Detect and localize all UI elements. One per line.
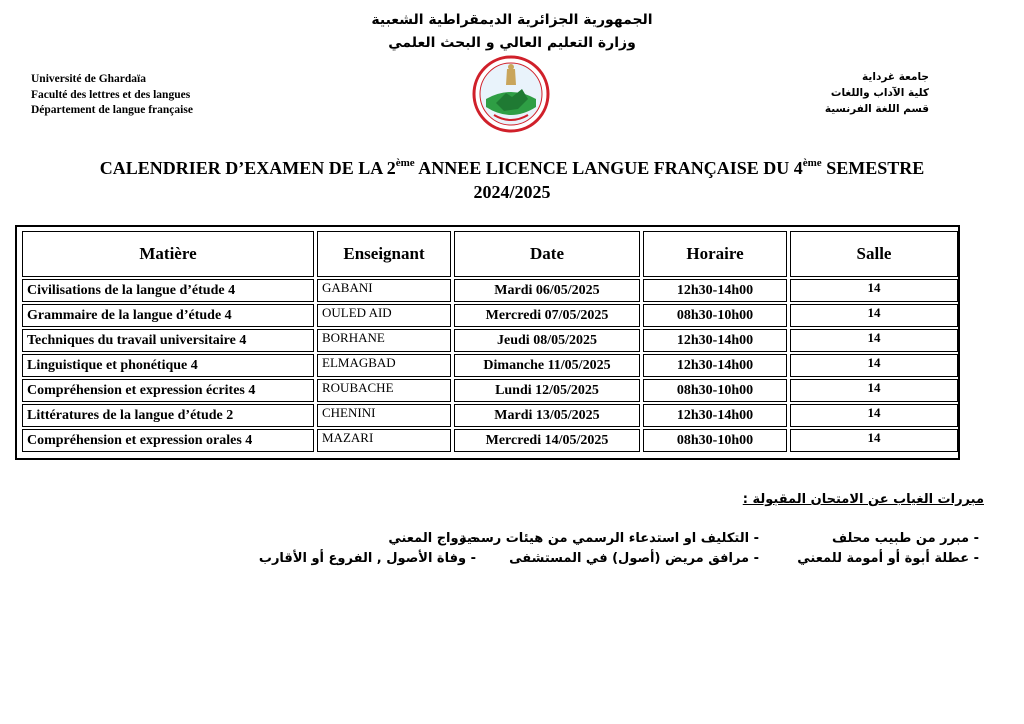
- cell-date: Lundi 12/05/2025: [454, 379, 640, 402]
- table-row: [22, 404, 958, 427]
- cell-matiere: Techniques du travail universitaire 4: [22, 329, 314, 352]
- department-name-ar: قسم اللغة الفرنسية: [824, 103, 929, 115]
- header-date: Date: [454, 231, 640, 277]
- header-matiere: Matière: [22, 231, 314, 277]
- table-row: [22, 279, 958, 302]
- cell-salle: 14: [790, 379, 958, 402]
- cell-enseignant: OULED AID: [317, 304, 451, 327]
- cell-date: Mercredi 07/05/2025: [454, 304, 640, 327]
- cell-salle: 14: [790, 279, 958, 302]
- cell-date: Jeudi 08/05/2025: [454, 329, 640, 352]
- cell-salle: 14: [790, 354, 958, 377]
- cell-enseignant: CHENINI: [317, 404, 451, 427]
- absence-justifications-title: مبررات الغياب عن الامتحان المقبولة :: [742, 492, 984, 507]
- justification-item: - وفاة الأصول , الفروع أو الأقارب: [258, 551, 476, 566]
- ministry-heading: وزارة التعليم العالي و البحث العلمي: [388, 35, 636, 51]
- department-name-fr: Département de langue française: [31, 104, 193, 116]
- table-row: [22, 329, 958, 352]
- cell-matiere: Grammaire de la langue d’étude 4: [22, 304, 314, 327]
- justification-item: - التكليف او استدعاء الرسمي من هيئات رسمية: [459, 531, 759, 546]
- cell-horaire: 12h30-14h00: [643, 354, 787, 377]
- table-row: [22, 304, 958, 327]
- faculty-name-fr: Faculté des lettres et des langues: [31, 89, 191, 101]
- cell-matiere: Linguistique et phonétique 4: [22, 354, 314, 377]
- cell-enseignant: MAZARI: [317, 429, 451, 452]
- university-name-fr: Université de Ghardaïa: [31, 73, 146, 85]
- table-row: [22, 379, 958, 402]
- cell-matiere: Littératures de la langue d’étude 2: [22, 404, 314, 427]
- justification-item: - مرافق مريض (أصول) في المستشفى: [509, 551, 759, 566]
- university-logo: [472, 55, 550, 133]
- justification-item: - عطلة أبوة أو أمومة للمعني: [797, 551, 979, 566]
- cell-salle: 14: [790, 304, 958, 327]
- cell-salle: 14: [790, 404, 958, 427]
- cell-horaire: 12h30-14h00: [643, 404, 787, 427]
- cell-horaire: 08h30-10h00: [643, 304, 787, 327]
- cell-salle: 14: [790, 329, 958, 352]
- table-row: [22, 429, 958, 452]
- cell-date: Mardi 06/05/2025: [454, 279, 640, 302]
- cell-enseignant: ELMAGBAD: [317, 354, 451, 377]
- cell-salle: 14: [790, 429, 958, 452]
- table-header-row: [22, 231, 958, 277]
- cell-date: Mercredi 14/05/2025: [454, 429, 640, 452]
- justification-item: - زواج المعني: [388, 531, 476, 546]
- cell-date: Mardi 13/05/2025: [454, 404, 640, 427]
- cell-horaire: 08h30-10h00: [643, 429, 787, 452]
- republic-heading: الجمهورية الجزائرية الديمقراطية الشعبية: [371, 12, 653, 28]
- cell-horaire: 08h30-10h00: [643, 379, 787, 402]
- header-enseignant: Enseignant: [317, 231, 451, 277]
- cell-matiere: Compréhension et expression écrites 4: [22, 379, 314, 402]
- cell-enseignant: GABANI: [317, 279, 451, 302]
- cell-enseignant: ROUBACHE: [317, 379, 451, 402]
- university-name-ar: جامعة غرداية: [862, 71, 929, 83]
- cell-date: Dimanche 11/05/2025: [454, 354, 640, 377]
- cell-horaire: 12h30-14h00: [643, 279, 787, 302]
- cell-horaire: 12h30-14h00: [643, 329, 787, 352]
- table-row: [22, 354, 958, 377]
- cell-matiere: Civilisations de la langue d’étude 4: [22, 279, 314, 302]
- cell-matiere: Compréhension et expression orales 4: [22, 429, 314, 452]
- cell-enseignant: BORHANE: [317, 329, 451, 352]
- exam-schedule-table: [15, 225, 960, 460]
- faculty-name-ar: كلية الآداب واللغات: [830, 87, 929, 99]
- header-salle: Salle: [790, 231, 958, 277]
- justification-item: - مبرر من طبيب محلف: [832, 531, 979, 546]
- exam-calendar-title: CALENDRIER D’EXAMEN DE LA 2ème ANNEE LICENCE LANGUE FRANÇAISE DU 4ème SEMESTRE: [99, 157, 925, 178]
- header-horaire: Horaire: [643, 231, 787, 277]
- academic-year: 2024/2025: [473, 182, 551, 202]
